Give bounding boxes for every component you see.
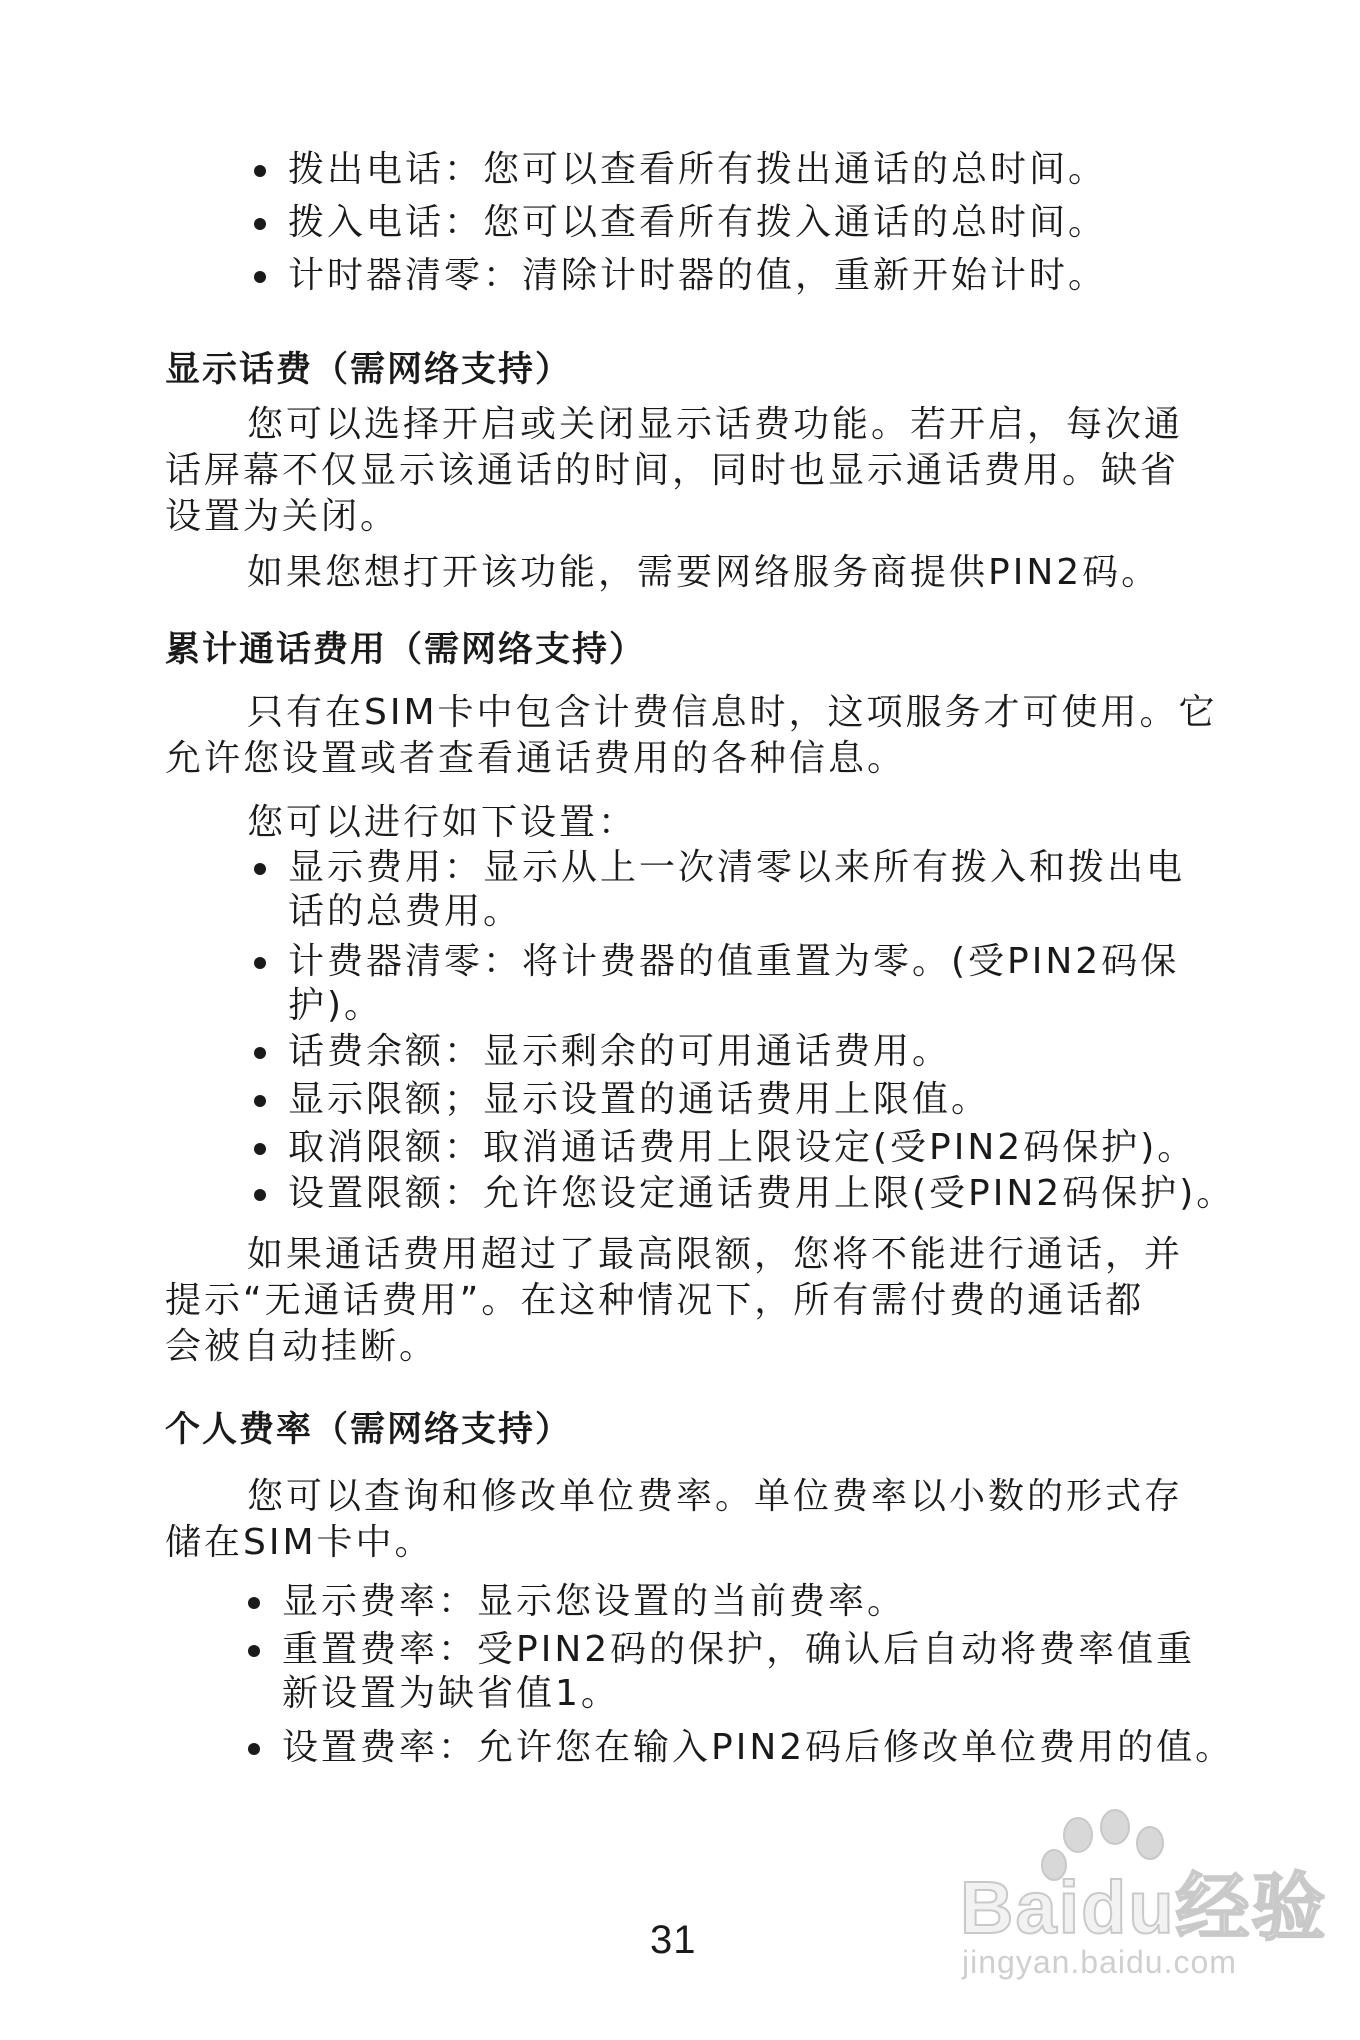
list-item-text: 新设置为缺省值1。 [282, 1673, 620, 1714]
list-item [288, 1078, 990, 1122]
section-heading: 累计通话费用（需网络支持） [165, 629, 647, 670]
paragraph [165, 402, 1183, 540]
list-item-text: 话的总费用。 [288, 891, 523, 932]
bullet-dot [254, 271, 266, 283]
list-item-text: 设置费率：允许您在输入PIN2码后修改单位费用的值。 [282, 1727, 1235, 1768]
list-item-text: 显示限额；显示设置的通话费用上限值。 [288, 1079, 991, 1120]
list-item [288, 1172, 1235, 1216]
list-item [288, 1030, 951, 1074]
section-heading: 个人费率（需网络支持） [165, 1409, 573, 1450]
watermark-brand: Baidu经验 [960, 1866, 1328, 1949]
paragraph-line: 您可以选择开启或关闭显示话费功能。若开启，每次通 [247, 404, 1184, 445]
list-item-text: 显示费用：显示从上一次清零以来所有拨入和拨出电 [288, 847, 1186, 888]
list-item-text: 取消限额：取消通话费用上限设定(受PIN2码保护)。 [288, 1127, 1197, 1168]
paragraph-line: 储在SIM卡中。 [165, 1522, 434, 1563]
paragraph-line: 如果您想打开该功能，需要网络服务商提供PIN2码。 [247, 552, 1161, 593]
list-item-text: 拨出电话：您可以查看所有拨出通话的总时间。 [288, 149, 1108, 190]
bullet-dot [254, 165, 266, 177]
list-item-text: 护)。 [288, 985, 384, 1026]
list-item-text: 设置限额：允许您设定通话费用上限(受PIN2码保护)。 [288, 1173, 1236, 1214]
list-item [288, 201, 1107, 245]
list-item-text: 拨入电话：您可以查看所有拨入通话的总时间。 [288, 202, 1108, 243]
paragraph [165, 1232, 1183, 1370]
bullet-dot [254, 218, 266, 230]
bullet-dot [254, 1095, 266, 1107]
bullet-dot [254, 863, 266, 875]
list-item-text: 话费余额：显示剩余的可用通话费用。 [288, 1031, 952, 1072]
paragraph [165, 1474, 1183, 1566]
list-item [288, 254, 1107, 298]
list-item [288, 148, 1107, 192]
paragraph [165, 690, 1218, 782]
bullet-dot [248, 1597, 260, 1609]
bullet-dot [254, 1189, 266, 1201]
bullet-dot [254, 1047, 266, 1059]
list-item-text: 显示费率：显示您设置的当前费率。 [282, 1581, 907, 1622]
paragraph-line: 会被自动挂断。 [165, 1326, 439, 1367]
paragraph-line: 您可以进行如下设置： [247, 802, 638, 843]
bullet-dot [254, 1143, 266, 1155]
bullet-dot [248, 1743, 260, 1755]
list-item [282, 1726, 1234, 1770]
list-item [288, 940, 1179, 1028]
bullet-dot [254, 957, 266, 969]
list-item [282, 1580, 906, 1624]
paragraph-line: 只有在SIM卡中包含计费信息时，这项服务才可使用。它 [247, 692, 1218, 733]
paragraph [247, 550, 1160, 596]
paragraph-line: 如果通话费用超过了最高限额，您将不能进行通话，并 [247, 1234, 1184, 1275]
list-item-text: 重置费率：受PIN2码的保护，确认后自动将费率值重 [282, 1629, 1196, 1670]
list-item [282, 1628, 1195, 1716]
baidu-jingyan-watermark [950, 1815, 1328, 1980]
paragraph [247, 800, 637, 846]
page-number: 31 [650, 1918, 697, 1962]
paragraph-line: 您可以查询和修改单位费率。单位费率以小数的形式存 [247, 1476, 1184, 1517]
list-item [288, 1126, 1196, 1170]
paragraph-line: 允许您设置或者查看通话费用的各种信息。 [165, 738, 907, 779]
paw-logo-icon [950, 1815, 1328, 1980]
watermark-url: jingyan.baidu.com [962, 1944, 1237, 1980]
list-item-text: 计时器清零：清除计时器的值，重新开始计时。 [288, 255, 1108, 296]
paragraph-line: 设置为关闭。 [165, 496, 400, 537]
list-item [288, 846, 1185, 934]
section-heading: 显示话费（需网络支持） [165, 349, 573, 390]
paragraph-line: 话屏幕不仅显示该通话的时间，同时也显示通话费用。缺省 [165, 450, 1180, 491]
bullet-dot [248, 1645, 260, 1657]
paragraph-line: 提示“无通话费用”。在这种情况下，所有需付费的通话都 [165, 1280, 1145, 1321]
list-item-text: 计费器清零：将计费器的值重置为零。(受PIN2码保 [288, 941, 1180, 982]
